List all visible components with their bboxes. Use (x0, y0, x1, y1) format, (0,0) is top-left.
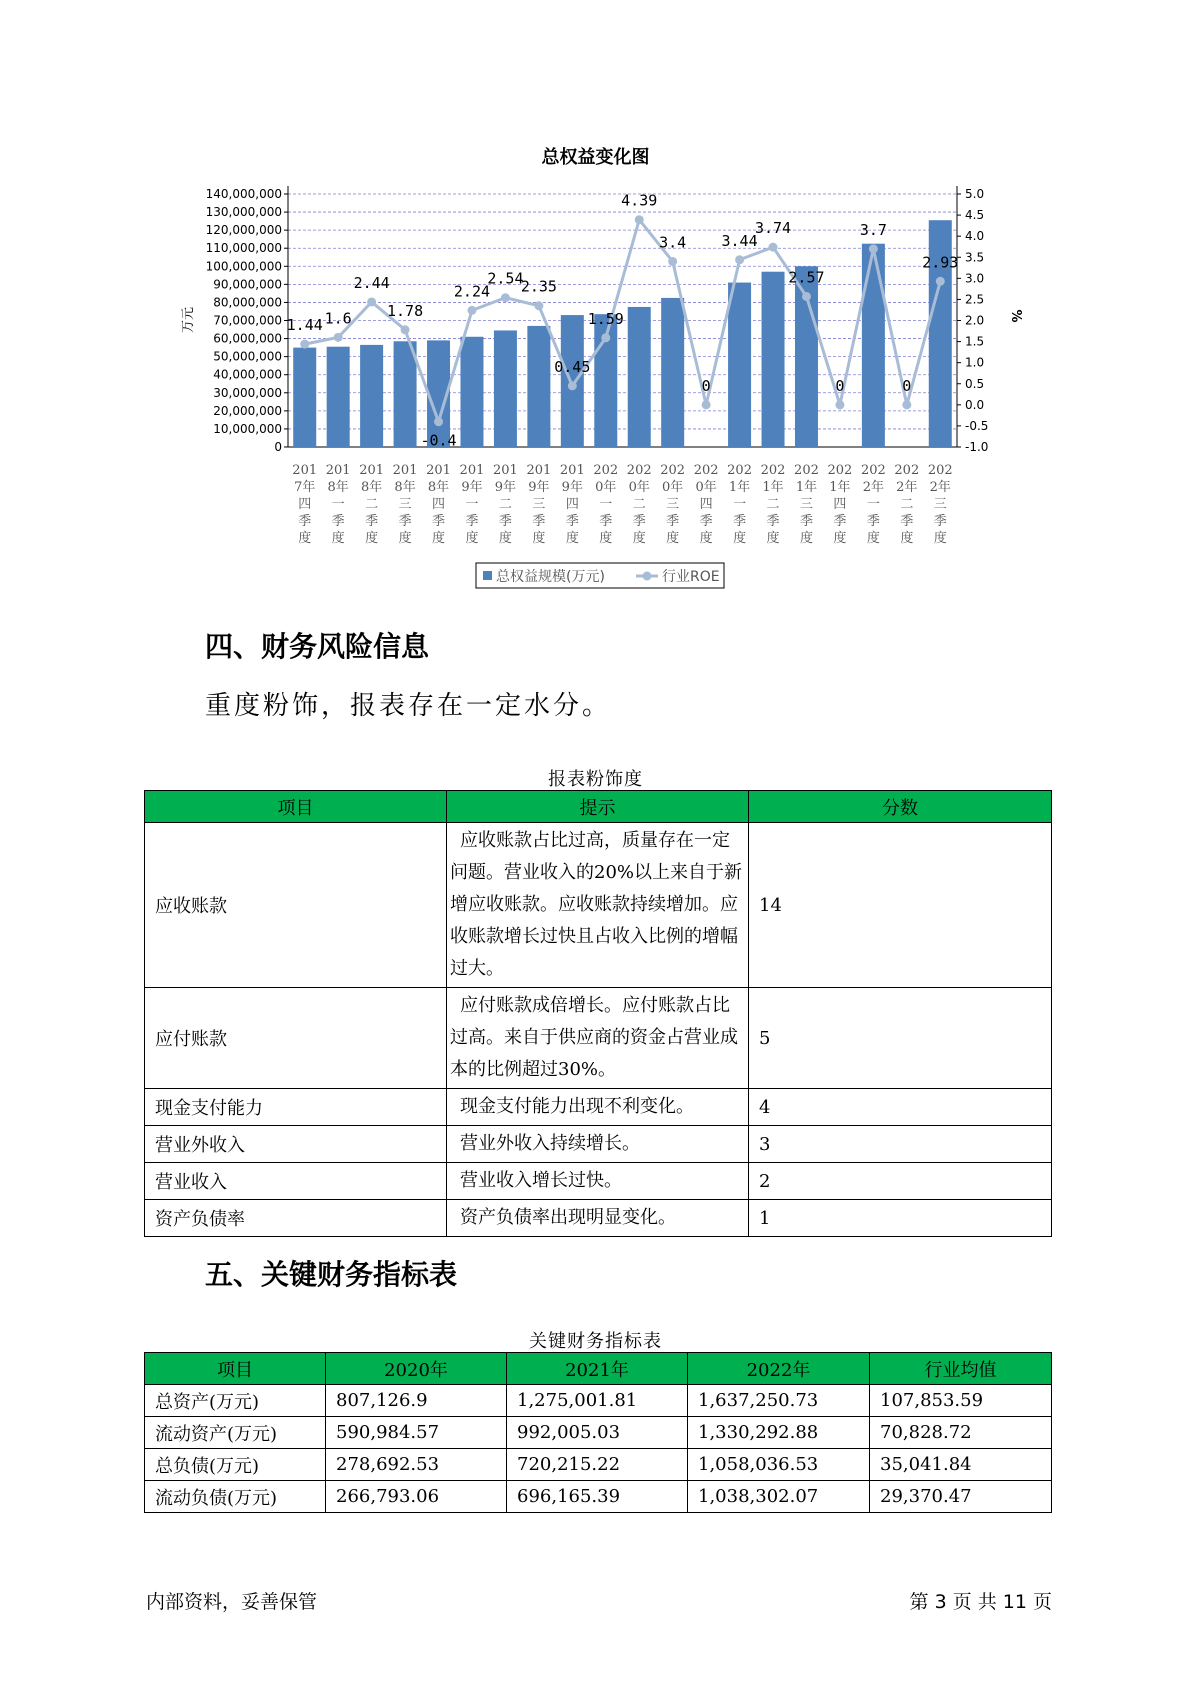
x-tick-label: 8年 (327, 480, 349, 495)
metric-value: 1,637,250.73 (688, 1385, 870, 1417)
y-tick-label: 140,000,000 (205, 187, 282, 201)
x-tick-label: 度 (900, 531, 914, 546)
metric-value: 278,692.53 (326, 1449, 507, 1481)
legend-bar-swatch (483, 571, 492, 580)
x-tick-label: 0年 (628, 480, 650, 495)
x-tick-label: 四 (298, 497, 312, 512)
x-tick-label: 季 (398, 514, 412, 529)
x-tick-label: 三 (933, 497, 947, 512)
y-tick-label: 70,000,000 (213, 313, 282, 328)
table-row (145, 1385, 1052, 1417)
risk-table-header (145, 791, 1052, 823)
x-tick-label: 三 (799, 497, 813, 512)
x-tick-label: 季 (632, 514, 646, 529)
roe-point (936, 277, 945, 286)
roe-point (802, 292, 811, 301)
key-financial-table (144, 1352, 1052, 1513)
x-tick-label: 度 (766, 531, 780, 546)
x-tick-label: 二 (365, 497, 379, 512)
metric-value: 35,041.84 (870, 1449, 1052, 1481)
header-2022: 2022年 (688, 1353, 870, 1385)
risk-tip: 应收账款占比过高，质量存在一定问题。营业收入的20%以上来自于新增应收账款。应收账款持续增加。应收账款增长过快且占收入比例的增幅过大。 (447, 823, 749, 988)
risk-score: 3 (749, 1126, 1052, 1163)
table-row (145, 1126, 1052, 1163)
bar (394, 341, 417, 447)
x-tick-label: 201 (325, 463, 351, 478)
table-row (145, 1163, 1052, 1200)
metric-value: 1,058,036.53 (688, 1449, 870, 1481)
risk-tip: 资产负债率出现明显变化。 (447, 1200, 749, 1237)
x-tick-label: 度 (733, 531, 747, 546)
x-tick-label: 度 (298, 531, 312, 546)
roe-point (334, 333, 343, 342)
data-label: 2.24 (453, 282, 491, 301)
roe-point (501, 293, 510, 302)
x-tick-label: 201 (392, 463, 418, 478)
bar (561, 315, 584, 447)
x-tick-label: 二 (632, 497, 646, 512)
x-tick-label: 季 (432, 514, 446, 529)
metric-name: 总资产(万元) (145, 1385, 326, 1417)
chart-title: 总权益变化图 (541, 147, 650, 168)
x-tick-label: 二 (498, 497, 512, 512)
x-tick-label: 度 (833, 531, 847, 546)
bar (728, 283, 751, 447)
table-row (145, 1089, 1052, 1126)
roe-point (902, 400, 911, 409)
x-tick-label: 202 (794, 463, 819, 478)
roe-point (735, 255, 744, 264)
x-tick-label: 9年 (528, 480, 550, 495)
x-tick-label: 8年 (360, 480, 383, 495)
risk-item: 营业收入 (145, 1163, 447, 1200)
x-tick-label: 202 (860, 463, 886, 478)
table-row (145, 1449, 1052, 1481)
data-label: 2.54 (487, 269, 524, 288)
data-label: 3.4 (659, 233, 687, 252)
footer-note: 内部资料，妥善保管 (146, 1591, 318, 1613)
metric-value: 992,005.03 (507, 1417, 688, 1449)
y2-tick-label: 3.5 (965, 250, 985, 265)
header-tip: 提示 (447, 791, 749, 823)
x-tick-label: 度 (666, 531, 680, 546)
metric-name: 总负债(万元) (145, 1449, 326, 1481)
x-tick-label: 季 (933, 514, 947, 529)
y2-tick-label: -1.0 (965, 440, 989, 454)
table-row (145, 1200, 1052, 1237)
legend-bar-label: 总权益规模(万元) (496, 569, 605, 585)
metric-value: 1,038,302.07 (688, 1481, 870, 1513)
x-tick-label: 度 (599, 531, 613, 546)
x-tick-label: 一 (331, 497, 345, 512)
x-tick-label: 度 (465, 531, 479, 546)
y2-tick-label: 4.0 (965, 229, 985, 244)
x-tick-label: 季 (565, 514, 579, 529)
x-tick-label: 201 (493, 463, 518, 478)
table-row (145, 823, 1052, 988)
page-number: 第 3 页 共 11 页 (909, 1591, 1052, 1613)
y-tick-label: 110,000,000 (205, 241, 282, 256)
x-tick-label: 201 (459, 463, 485, 478)
bar (460, 337, 483, 447)
data-label: 2.35 (520, 277, 557, 296)
x-tick-label: 2年 (862, 480, 885, 495)
risk-tip: 应付账款成倍增长。应付账款占比过高。来自于供应商的资金占营业成本的比例超过30%。 (447, 988, 749, 1089)
x-tick-label: 一 (866, 497, 880, 512)
data-label: 0 (902, 376, 912, 395)
y-tick-label: 130,000,000 (205, 205, 282, 220)
x-tick-label: 度 (866, 531, 880, 546)
x-tick-label: 季 (532, 514, 546, 529)
section4-heading: 四、财务风险信息 (205, 630, 430, 663)
metric-value: 107,853.59 (870, 1385, 1052, 1417)
metric-value: 720,215.22 (507, 1449, 688, 1481)
x-tick-label: 四 (699, 497, 713, 512)
x-tick-label: 季 (298, 514, 312, 529)
risk-summary: 重度粉饰，报表存在一定水分。 (205, 691, 612, 721)
y-axis-title: 万元 (181, 306, 196, 334)
data-label: 0 (701, 376, 711, 395)
x-tick-label: 三 (532, 497, 546, 512)
risk-score: 1 (749, 1200, 1052, 1237)
x-tick-label: 二 (766, 497, 780, 512)
x-tick-label: 0年 (595, 480, 617, 495)
x-tick-label: 度 (498, 531, 512, 546)
data-label: 0.45 (554, 357, 591, 376)
x-tick-label: 201 (559, 463, 585, 478)
risk-table (144, 790, 1052, 1237)
data-label: 1.6 (324, 309, 352, 328)
data-label: 3.7 (859, 220, 887, 239)
x-tick-label: 度 (432, 531, 446, 546)
x-tick-label: 度 (532, 531, 546, 546)
x-tick-label: 202 (626, 463, 652, 478)
header-score: 分数 (749, 791, 1052, 823)
data-label: 1.59 (587, 309, 624, 328)
y2-tick-label: 4.5 (965, 208, 985, 223)
risk-item: 营业外收入 (145, 1126, 447, 1163)
y2-tick-label: 5.0 (965, 187, 985, 201)
y-tick-label: 120,000,000 (205, 223, 282, 238)
x-tick-label: 季 (766, 514, 780, 529)
risk-item: 资产负债率 (145, 1200, 447, 1237)
y-tick-label: 40,000,000 (213, 367, 282, 382)
x-tick-label: 二 (900, 497, 914, 512)
x-tick-label: 一 (599, 497, 613, 512)
bar (360, 345, 383, 447)
metric-value: 807,126.9 (326, 1385, 507, 1417)
x-tick-label: 202 (927, 463, 953, 478)
data-label: 3.44 (721, 231, 758, 250)
x-tick-label: 2年 (929, 480, 951, 495)
x-tick-label: 季 (666, 514, 680, 529)
bar (661, 298, 684, 447)
x-tick-label: 季 (498, 514, 512, 529)
x-tick-label: 9年 (561, 480, 583, 495)
y-tick-label: 80,000,000 (213, 295, 282, 310)
risk-tip: 营业收入增长过快。 (447, 1163, 749, 1200)
risk-score: 2 (749, 1163, 1052, 1200)
x-tick-label: 三 (398, 497, 412, 512)
data-label: -0.4 (420, 431, 457, 450)
x-tick-label: 201 (526, 463, 552, 478)
x-tick-label: 202 (593, 463, 619, 478)
bar (862, 244, 885, 447)
x-tick-label: 8年 (394, 480, 416, 495)
y-tick-label: 60,000,000 (213, 331, 282, 346)
x-tick-label: 度 (331, 531, 345, 546)
y-tick-label: 90,000,000 (213, 277, 282, 292)
risk-table-caption: 报表粉饰度 (548, 769, 643, 790)
key-table-caption: 关键财务指标表 (529, 1331, 662, 1352)
x-tick-label: 季 (599, 514, 613, 529)
x-tick-label: 0年 (695, 480, 717, 495)
roe-point (635, 215, 644, 224)
data-label: 2.44 (353, 273, 390, 292)
x-tick-label: 202 (827, 463, 853, 478)
x-tick-label: 季 (699, 514, 713, 529)
legend-line-label: 行业ROE (662, 569, 720, 585)
data-label: 2.93 (922, 253, 959, 272)
x-tick-label: 202 (693, 463, 719, 478)
bar (293, 348, 316, 447)
table-row (145, 988, 1052, 1089)
y-tick-label: 100,000,000 (205, 259, 282, 274)
metric-value: 266,793.06 (326, 1481, 507, 1513)
x-tick-label: 度 (365, 531, 379, 546)
metric-value: 1,275,001.81 (507, 1385, 688, 1417)
roe-point (568, 381, 577, 390)
x-tick-label: 1年 (762, 480, 784, 495)
roe-point (534, 301, 543, 310)
roe-point (601, 333, 610, 342)
y-tick-label: 20,000,000 (213, 403, 282, 418)
metric-value: 1,330,292.88 (688, 1417, 870, 1449)
x-tick-label: 7年 (294, 480, 316, 495)
x-tick-label: 季 (799, 514, 813, 529)
table-row (145, 1417, 1052, 1449)
y2-tick-label: 1.5 (965, 334, 985, 349)
y-tick-label: 30,000,000 (213, 385, 282, 400)
equity-chart (0, 0, 1191, 600)
metric-value: 590,984.57 (326, 1417, 507, 1449)
header-item: 项目 (145, 791, 447, 823)
x-tick-label: 8年 (427, 480, 450, 495)
x-tick-label: 度 (632, 531, 646, 546)
roe-point (769, 243, 778, 252)
y2-axis-title: % (1008, 309, 1023, 323)
roe-point (367, 297, 376, 306)
section5-heading: 五、关键财务指标表 (205, 1258, 458, 1291)
x-tick-label: 1年 (728, 480, 751, 495)
risk-score: 14 (749, 823, 1052, 988)
roe-point (467, 306, 476, 315)
bar (762, 272, 785, 447)
bar (327, 347, 350, 447)
y2-tick-label: -0.5 (965, 418, 989, 433)
x-tick-label: 201 (426, 463, 451, 478)
roe-point (668, 257, 677, 266)
x-tick-label: 季 (331, 514, 345, 529)
y2-tick-label: 1.0 (965, 355, 985, 370)
metric-name: 流动负债(万元) (145, 1481, 326, 1513)
metric-name: 流动资产(万元) (145, 1417, 326, 1449)
roe-point (300, 340, 309, 349)
x-tick-label: 四 (833, 497, 847, 512)
x-tick-label: 一 (465, 497, 479, 512)
risk-tip: 现金支付能力出现不利变化。 (447, 1089, 749, 1126)
header-2021: 2021年 (507, 1353, 688, 1385)
y2-tick-label: 0.0 (965, 397, 985, 412)
x-tick-label: 201 (292, 463, 318, 478)
x-tick-label: 9年 (461, 480, 483, 495)
x-tick-label: 201 (359, 463, 385, 478)
x-tick-label: 9年 (494, 480, 517, 495)
x-tick-label: 2年 (896, 480, 918, 495)
roe-point (869, 244, 878, 253)
data-label: 1.44 (286, 316, 323, 335)
y-tick-label: 10,000,000 (213, 421, 282, 436)
x-tick-label: 度 (799, 531, 813, 546)
header-2020: 2020年 (326, 1353, 507, 1385)
risk-item: 现金支付能力 (145, 1089, 447, 1126)
x-tick-label: 0年 (662, 480, 684, 495)
roe-point (702, 400, 711, 409)
risk-score: 4 (749, 1089, 1052, 1126)
x-tick-label: 四 (432, 497, 446, 512)
y2-tick-label: 3.0 (965, 271, 985, 286)
y2-tick-label: 2.5 (965, 292, 985, 307)
x-tick-label: 202 (894, 463, 920, 478)
x-tick-label: 202 (760, 463, 786, 478)
roe-point (434, 417, 443, 426)
data-label: 3.74 (754, 219, 792, 238)
data-label: 4.39 (621, 191, 658, 210)
x-tick-label: 一 (733, 497, 747, 512)
header-item: 项目 (145, 1353, 326, 1385)
bar (494, 330, 517, 447)
x-tick-label: 度 (699, 531, 713, 546)
risk-tip: 营业外收入持续增长。 (447, 1126, 749, 1163)
x-tick-label: 度 (565, 531, 579, 546)
x-tick-label: 1年 (795, 480, 818, 495)
x-tick-label: 季 (733, 514, 747, 529)
x-tick-label: 四 (565, 497, 579, 512)
x-tick-label: 季 (833, 514, 847, 529)
x-tick-label: 1年 (829, 480, 851, 495)
y2-tick-label: 0.5 (965, 376, 985, 391)
x-tick-label: 三 (666, 497, 680, 512)
risk-item: 应付账款 (145, 988, 447, 1089)
metric-value: 70,828.72 (870, 1417, 1052, 1449)
x-tick-label: 季 (866, 514, 880, 529)
roe-point (401, 325, 410, 334)
risk-score: 5 (749, 988, 1052, 1089)
bar (628, 307, 651, 447)
table-row (145, 1481, 1052, 1513)
x-tick-label: 度 (398, 531, 412, 546)
data-label: 2.57 (788, 268, 825, 287)
bar (527, 326, 550, 447)
x-tick-label: 度 (933, 531, 947, 546)
legend-line-marker (643, 572, 652, 581)
data-label: 0 (835, 376, 845, 395)
x-tick-label: 202 (727, 463, 752, 478)
x-tick-label: 季 (365, 514, 379, 529)
key-table-header (145, 1353, 1052, 1385)
y-tick-label: 0 (274, 440, 282, 454)
metric-value: 696,165.39 (507, 1481, 688, 1513)
roe-point (835, 400, 844, 409)
y-tick-label: 50,000,000 (213, 349, 282, 364)
x-tick-label: 季 (900, 514, 914, 529)
y2-tick-label: 2.0 (965, 313, 985, 328)
data-label: 1.78 (387, 301, 424, 320)
header-industry-avg: 行业均值 (870, 1353, 1052, 1385)
metric-value: 29,370.47 (870, 1481, 1052, 1513)
risk-item: 应收账款 (145, 823, 447, 988)
x-tick-label: 202 (660, 463, 686, 478)
x-tick-label: 季 (465, 514, 479, 529)
